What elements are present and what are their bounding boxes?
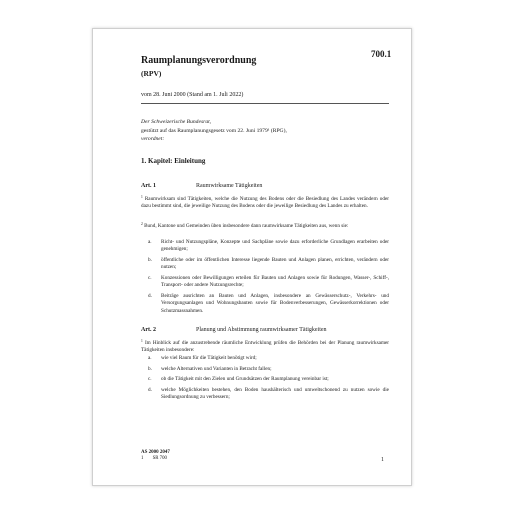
article-2-list [141, 355, 389, 405]
page-number: 1 [381, 457, 384, 463]
list-item: c. Konzessionen oder Bewilligungen erteilen für Bauten und Anlagen sowie für Rodungen, Wasser-, Schiff-, Transport- oder andere Nutzungsrechte; [148, 274, 389, 289]
paragraph-number: 2 [141, 222, 143, 226]
preamble-enactment: verordnet: [141, 136, 165, 142]
paragraph-number: 1 [141, 195, 143, 199]
document-page [92, 28, 412, 486]
article-1-list [141, 239, 389, 318]
article-1-title: Raumwirksame Tätigkeiten [196, 183, 263, 189]
list-item: d. Beiträge ausrichten an Bauten und Anlagen, insbesondere an Gewässerschutz-, Verkehrs- und Versorgungsanlagen und Wohnungsbauten sowie für Bodenverbesserungen, Gewässerkorrektionen oder Schutzmassnahmen. [148, 292, 389, 314]
list-item: d. welche Möglichkeiten bestehen, den Boden haushälterisch und umweltschonend zu nutzen sowie die Siedlungsordnung zu verbessern; [148, 387, 389, 401]
footnote-number: 1 [141, 456, 144, 461]
article-1-paragraph-1 [141, 194, 389, 211]
paragraph-number: 1 [141, 339, 143, 343]
document-title: Raumplanungsverordnung [141, 55, 257, 66]
article-2-title: Planung und Abstimmung raumwirksamer Tätigkeiten [196, 327, 327, 333]
paragraph-text: Raumwirksam sind Tätigkeiten, welche die Nutzung des Bodens oder die Besiedlung des Landes verändern oder dazu bestimmt sind, die jeweilige Nutzung des Bodens oder die jeweilige Besiedlung des Landes zu erhalten. [141, 196, 390, 210]
paragraph-text: Im Hinblick auf die anzustrebende räumliche Entwicklung prüfen die Behörden bei der Planung raumwirksamer Tätigkeiten insbesondere: [141, 340, 390, 354]
list-item: c. ob die Tätigkeit mit den Zielen und Grundsätzen der Raumplanung vereinbar ist; [148, 376, 329, 383]
preamble-basis: gestützt auf das Raumplanungsgesetz vom 22. Juni 1979¹ (RPG), [141, 127, 287, 134]
article-1-label: Art. 1 [141, 183, 156, 189]
chapter-heading: 1. Kapitel: Einleitung [141, 157, 206, 165]
preamble [141, 118, 287, 144]
header-divider [141, 103, 389, 104]
footnote [141, 456, 167, 461]
footnote-text: SR 700 [152, 456, 167, 461]
list-item: a. wie viel Raum für die Tätigkeit benötigt wird; [148, 355, 257, 361]
article-2-paragraph-1 [141, 338, 389, 355]
list-item: a. Richt- und Nutzungspläne, Konzepte und Sachpläne sowie dazu erforderliche Grundlagen erarbeiten oder genehmigen; [148, 239, 389, 253]
preamble-authority: Der Schweizerische Bundesrat, [141, 119, 212, 125]
document-date-line: vom 28. Juni 2000 (Stand am 1. Juli 2022) [141, 92, 244, 98]
official-collection-reference: AS 2000 2047 [141, 450, 170, 455]
article-1-paragraph-2 [141, 221, 389, 230]
paragraph-text: Bund, Kantone und Gemeinden üben insbesondere dann raumwirksame Tätigkeiten aus, wenn sie: [144, 223, 349, 229]
list-item: b. welche Alternativen und Varianten in Betracht fallen; [148, 365, 272, 372]
article-2-heading [141, 327, 327, 333]
article-1-heading [141, 183, 263, 189]
sr-number: 700.1 [371, 49, 392, 59]
list-item: b. öffentliche oder im öffentlichen Interesse liegende Bauten und Anlagen planen, errichten, verändern oder nutzen; [148, 256, 389, 271]
document-abbreviation: (RPV) [141, 69, 162, 78]
article-2-label: Art. 2 [141, 327, 156, 333]
